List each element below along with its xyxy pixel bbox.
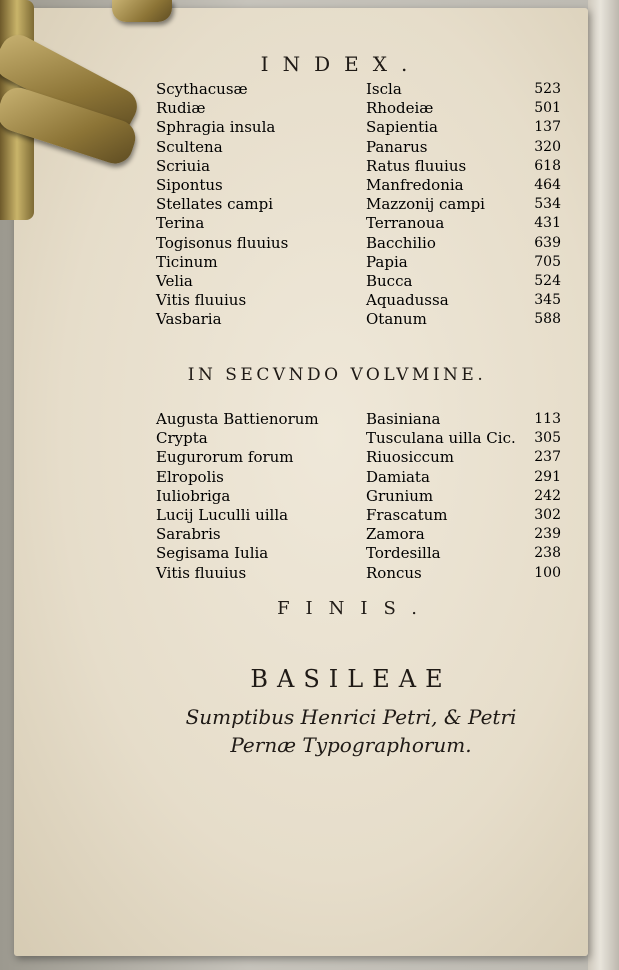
ancient-name: Crypta xyxy=(156,429,208,448)
ancient-name: Ticinum xyxy=(156,252,218,271)
ancient-name: Sphragia insula xyxy=(156,118,276,137)
ancient-name: Vitis fluuius xyxy=(156,291,247,310)
modern-name: Grunium xyxy=(366,486,434,505)
page-number: 588 xyxy=(534,311,561,328)
modern-name: Riuosiccum xyxy=(366,448,454,467)
page-number: 431 xyxy=(534,215,561,232)
ancient-name: Vitis fluuius xyxy=(156,563,247,582)
index-row xyxy=(156,176,561,195)
page-number: 705 xyxy=(534,253,561,270)
index-row xyxy=(156,80,561,99)
page-number: 302 xyxy=(534,506,561,523)
index-row xyxy=(156,272,561,291)
index-row xyxy=(156,506,561,525)
ancient-name: Stellates campi xyxy=(156,195,274,214)
page-number: 501 xyxy=(534,100,561,117)
index-row xyxy=(156,157,561,176)
modern-name: Tordesilla xyxy=(366,544,441,563)
index-row xyxy=(156,99,561,118)
ancient-name: Vasbaria xyxy=(156,310,222,329)
modern-name: Roncus xyxy=(366,563,422,582)
page-number: 523 xyxy=(534,81,561,97)
index-row xyxy=(156,118,561,137)
index-row xyxy=(156,448,561,467)
imprint-city: BASILEAE xyxy=(250,665,452,693)
page-number: 237 xyxy=(534,449,561,466)
modern-name: Manfredonia xyxy=(366,175,464,194)
index-row xyxy=(156,195,561,214)
index-list-volume-1 xyxy=(156,80,561,329)
ancient-name: Eugurorum forum xyxy=(156,448,294,467)
modern-name: Aquadussa xyxy=(366,291,449,310)
index-row xyxy=(156,214,561,233)
page-number: 100 xyxy=(534,564,561,581)
index-row xyxy=(156,544,561,563)
index-row xyxy=(156,138,561,157)
ancient-name: Scythacusæ xyxy=(156,80,248,98)
imprint-line-2: Pernæ Typographorum. xyxy=(230,733,472,757)
ancient-name: Velia xyxy=(156,271,193,290)
ancient-name: Terina xyxy=(156,214,205,233)
page-number: 524 xyxy=(534,272,561,289)
modern-name: Iscla xyxy=(366,80,402,98)
ancient-name: Sipontus xyxy=(156,175,223,194)
page-number: 242 xyxy=(534,487,561,504)
page-number: 534 xyxy=(534,196,561,213)
modern-name: Frascatum xyxy=(366,505,448,524)
modern-name: Basiniana xyxy=(366,410,441,428)
index-row xyxy=(156,234,561,253)
index-row xyxy=(156,487,561,506)
index-row xyxy=(156,468,561,487)
index-row xyxy=(156,429,561,448)
modern-name: Rhodeiæ xyxy=(366,99,434,118)
page-number: 345 xyxy=(534,292,561,309)
book-clamp-finger xyxy=(112,0,172,22)
index-list-volume-2 xyxy=(156,410,561,583)
index-row xyxy=(156,291,561,310)
modern-name: Bucca xyxy=(366,271,413,290)
modern-name: Ratus fluuius xyxy=(366,156,467,175)
index-row xyxy=(156,253,561,272)
ancient-name: Segisama Iulia xyxy=(156,544,269,563)
section-title: IN SECVNDO VOLVMINE. xyxy=(187,365,487,385)
index-row xyxy=(156,310,561,329)
index-row xyxy=(156,525,561,544)
ancient-name: Togisonus fluuius xyxy=(156,233,289,252)
ancient-name: Elropolis xyxy=(156,467,224,486)
modern-name: Sapientia xyxy=(366,118,438,137)
page-number: 639 xyxy=(534,234,561,251)
index-row xyxy=(156,410,561,429)
page-header: INDEX. xyxy=(260,52,422,76)
ancient-name: Scriuia xyxy=(156,156,211,175)
modern-name: Zamora xyxy=(366,525,425,544)
modern-name: Panarus xyxy=(366,137,428,156)
modern-name: Otanum xyxy=(366,310,427,329)
page-number: 464 xyxy=(534,176,561,193)
modern-name: Papia xyxy=(366,252,408,271)
ancient-name: Rudiæ xyxy=(156,99,206,118)
page-number: 291 xyxy=(534,468,561,485)
modern-name: Bacchilio xyxy=(366,233,436,252)
modern-name: Tusculana uilla Cic. xyxy=(366,429,516,448)
index-row xyxy=(156,564,561,583)
finis-mark: FINIS. xyxy=(277,598,433,619)
adjacent-page-edge xyxy=(588,0,619,970)
modern-name: Mazzonij campi xyxy=(366,195,485,214)
page-number: 320 xyxy=(534,138,561,155)
page-number: 618 xyxy=(534,157,561,174)
ancient-name: Lucij Luculli uilla xyxy=(156,505,289,524)
modern-name: Damiata xyxy=(366,467,430,486)
page-number: 137 xyxy=(534,119,561,136)
page-number: 238 xyxy=(534,545,561,562)
ancient-name: Iuliobriga xyxy=(156,486,231,505)
page-number: 113 xyxy=(534,411,561,427)
ancient-name: Augusta Battienorum xyxy=(156,410,319,428)
imprint-line-1: Sumptibus Henrici Petri, & Petri xyxy=(185,705,517,729)
ancient-name: Sarabris xyxy=(156,525,221,544)
modern-name: Terranoua xyxy=(366,214,445,233)
page-number: 239 xyxy=(534,526,561,543)
ancient-name: Scultena xyxy=(156,137,223,156)
page-number: 305 xyxy=(534,430,561,447)
